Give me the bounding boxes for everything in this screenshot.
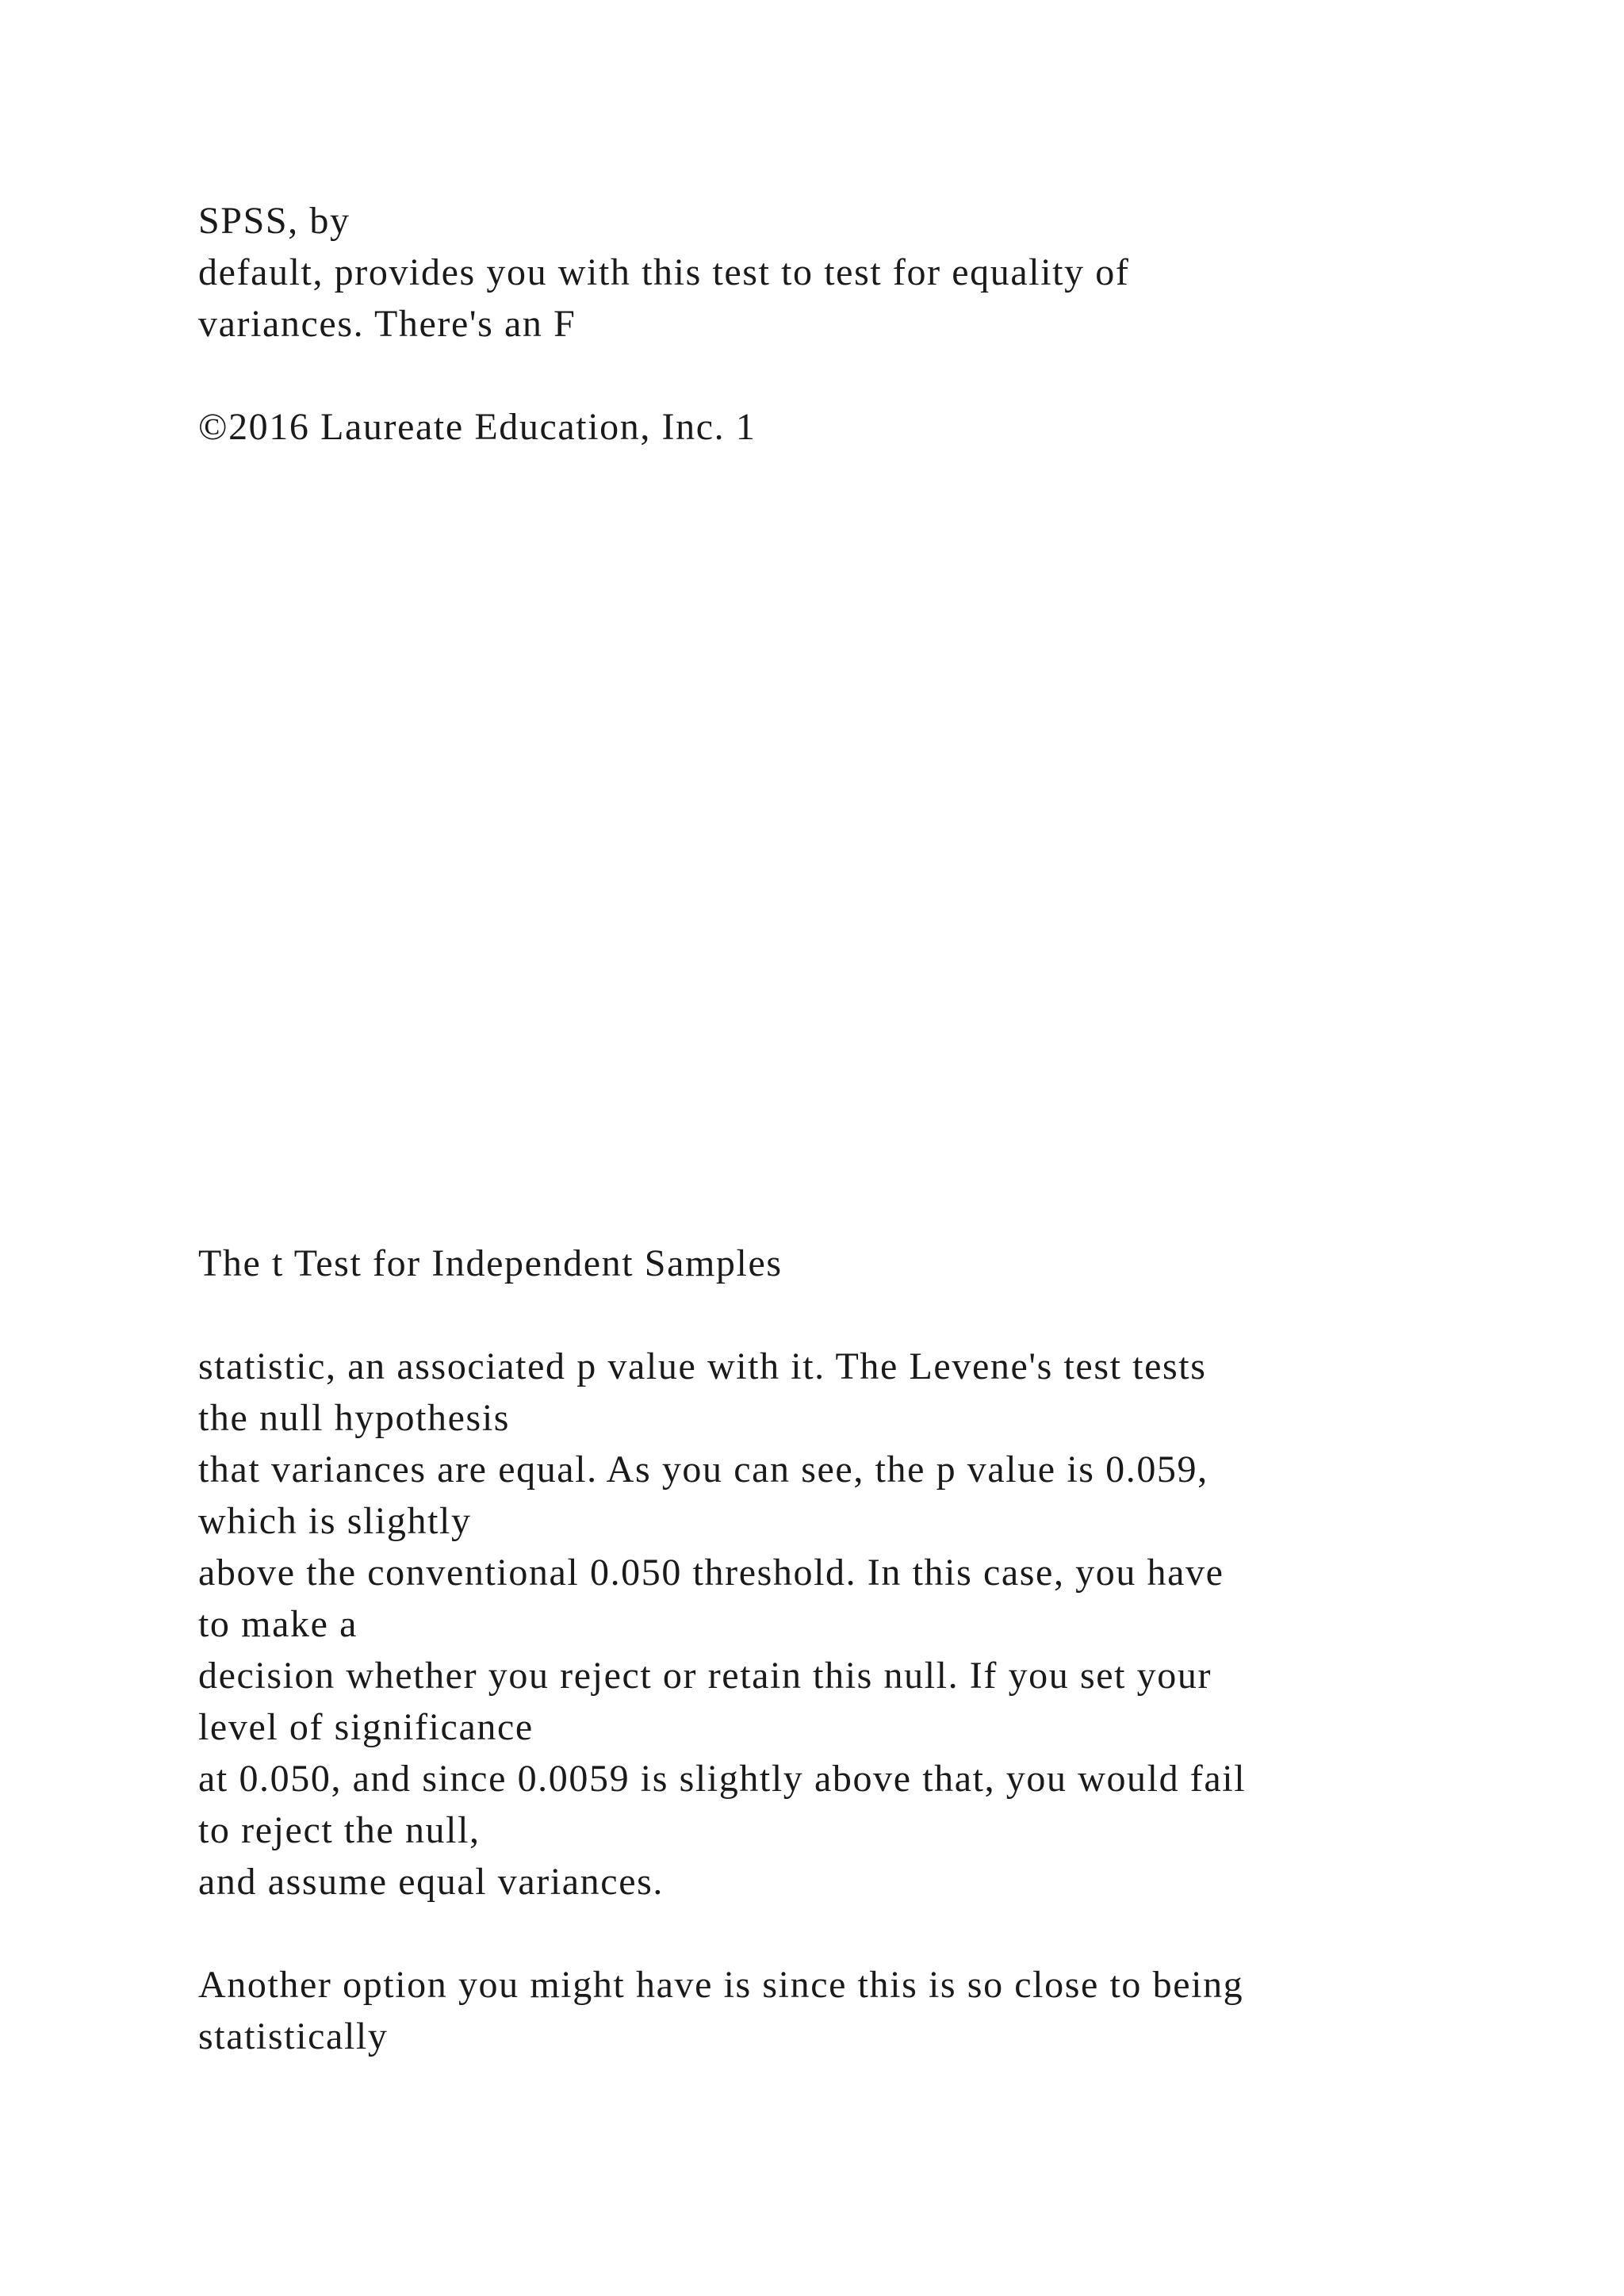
text-line: above the conventional 0.050 threshold. In this case, you have [198, 1552, 1224, 1594]
text-line: to reject the null, [198, 1809, 481, 1851]
intro-paragraph [198, 195, 1546, 453]
slide-heading [198, 1238, 1546, 1289]
text-line: to make a [198, 1603, 358, 1645]
text-line: Another option you might have is since this is so close to being [198, 1964, 1244, 2006]
text-line: which is slightly [198, 1500, 472, 1542]
closing-paragraph [198, 1959, 1546, 2062]
copyright-line: ©2016 Laureate Education, Inc. 1 [198, 406, 756, 448]
text-line: default, provides you with this test to test for equality of [198, 251, 1130, 293]
section-heading: The t Test for Independent Samples [198, 1242, 783, 1284]
text-line: statistically [198, 2015, 389, 2057]
text-line: variances. There's an F [198, 303, 576, 345]
text-line: SPSS, by [198, 200, 350, 242]
text-line: that variances are equal. As you can see, the p value is 0.059, [198, 1448, 1208, 1490]
text-line: level of significance [198, 1706, 534, 1748]
text-line: at 0.050, and since 0.0059 is slightly above that, you would fail [198, 1758, 1247, 1800]
text-line: statistic, an associated p value with it. The Levene's test tests [198, 1345, 1207, 1387]
body-paragraph [198, 1341, 1546, 1908]
text-line: decision whether you reject or retain this null. If you set your [198, 1655, 1212, 1697]
text-line: and assume equal variances. [198, 1861, 664, 1903]
text-line: the null hypothesis [198, 1397, 511, 1439]
